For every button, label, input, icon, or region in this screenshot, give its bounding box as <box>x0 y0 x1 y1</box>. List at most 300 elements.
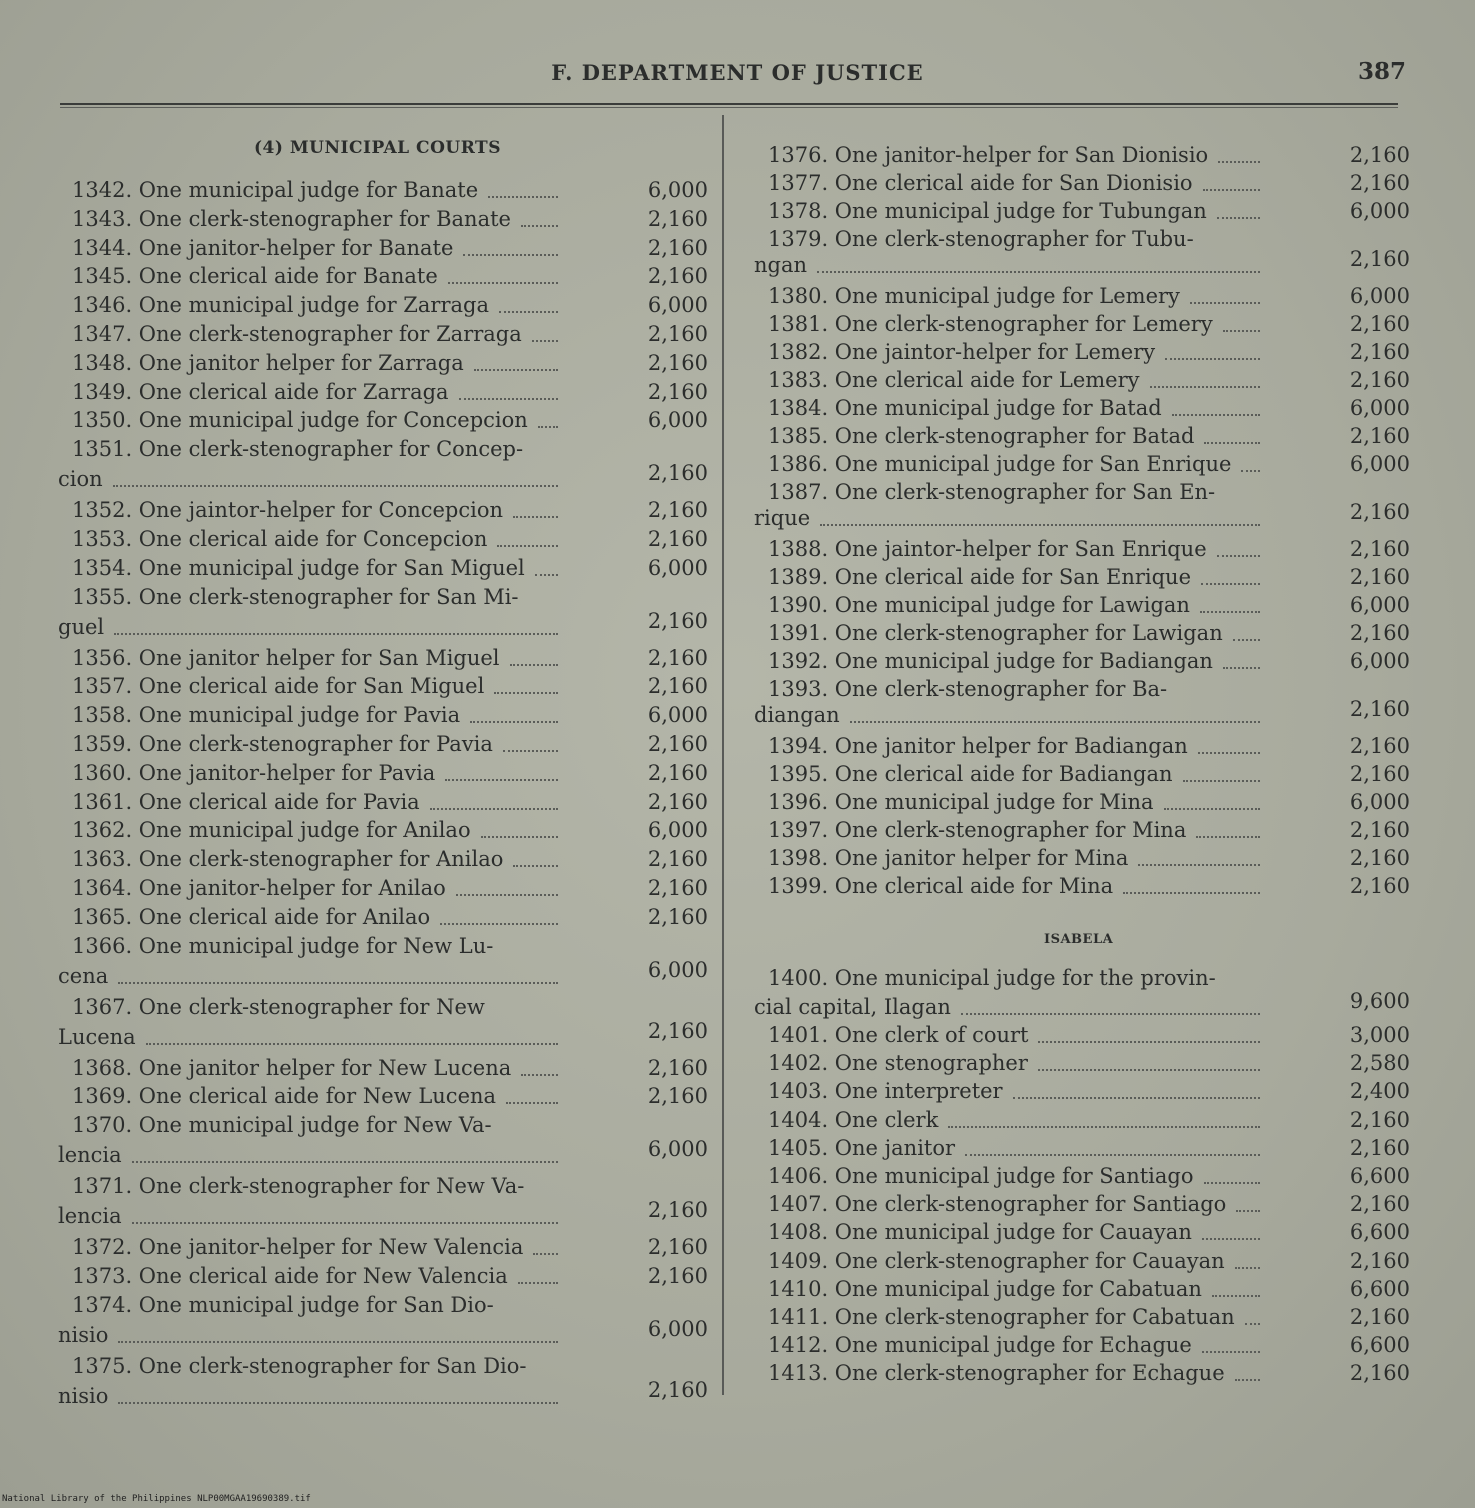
line-item-amount: 6,000 <box>647 555 708 580</box>
line-item <box>58 234 708 262</box>
dot-leader <box>1165 358 1260 360</box>
line-item-amount: 2,160 <box>1349 368 1410 392</box>
line-item-continuation: cena <box>58 963 109 988</box>
line-item-amount: 2,160 <box>1349 697 1410 721</box>
line-item-text: 1380. One municipal judge for Lemery <box>768 284 1180 308</box>
line-item-amount: 2,160 <box>647 1264 708 1288</box>
line-item-amount: 2,160 <box>1349 734 1410 758</box>
line-item-text: 1386. One municipal judge for San Enrique <box>768 452 1232 476</box>
line-item-text: 1388. One jaintor-helper for San Enrique <box>768 537 1207 561</box>
line-item <box>754 478 1410 530</box>
line-item <box>754 282 1410 310</box>
line-item-text: 1362. One municipal judge for Anilao <box>72 818 471 843</box>
line-item-text: 1345. One clerical aide for Banate <box>72 264 438 289</box>
dot-leader <box>532 340 558 342</box>
line-item-amount: 2,160 <box>647 206 708 231</box>
dot-leader <box>1200 611 1260 613</box>
line-item <box>58 496 708 524</box>
section-title-isabela: ISABELA <box>1044 932 1114 947</box>
line-item-text: 1372. One janitor-helper for New Valencia <box>72 1235 524 1260</box>
line-item <box>58 349 708 377</box>
line-item-text: 1343. One clerk-stenographer for Banate <box>72 206 511 231</box>
line-item <box>58 1291 708 1347</box>
line-item-text: 1391. One clerk-stenographer for Lawigan <box>768 621 1223 645</box>
line-item-continuation: lencia <box>58 1143 122 1168</box>
line-item-continuation: rique <box>754 506 811 530</box>
line-item-text: 1356. One janitor helper for San Miguel <box>72 645 500 670</box>
page-title: F. DEPARTMENT OF JUSTICE <box>551 60 924 85</box>
line-item-amount: 2,160 <box>647 1084 708 1109</box>
dot-leader <box>445 779 558 781</box>
dot-leader <box>1217 555 1260 557</box>
line-item-amount: 2,160 <box>647 235 708 260</box>
line-item <box>754 732 1410 760</box>
line-item-text: 1363. One clerk-stenographer for Anilao <box>72 847 504 872</box>
dot-leader <box>1236 1210 1260 1212</box>
line-item <box>58 1082 708 1110</box>
line-item <box>58 874 708 902</box>
line-item-text: 1369. One clerical aide for New Lucena <box>72 1084 497 1109</box>
line-item <box>58 262 708 290</box>
dot-leader <box>1138 864 1260 866</box>
line-item <box>58 759 708 787</box>
line-item-text: 1352. One jaintor-helper for Concepcion <box>72 498 504 523</box>
line-item-amount: 2,160 <box>1349 1305 1410 1329</box>
dot-leader <box>521 1074 558 1076</box>
line-item <box>754 1134 1410 1162</box>
line-item-amount: 2,160 <box>1349 1107 1410 1132</box>
line-item <box>58 730 708 758</box>
line-item-text: 1359. One clerk-stenographer for Pavia <box>72 732 493 756</box>
line-item-text: 1357. One clerical aide for San Miguel <box>72 674 485 699</box>
line-item-text: 1398. One janitor helper for Mina <box>768 846 1129 870</box>
line-item-text: 1381. One clerk-stenographer for Lemery <box>768 312 1213 336</box>
line-item-text: 1353. One clerical aide for Concepcion <box>72 527 488 551</box>
line-item <box>58 672 708 700</box>
line-item-continuation: guel <box>58 614 105 639</box>
line-item <box>754 310 1410 338</box>
line-item <box>58 701 708 729</box>
dot-leader <box>463 254 558 256</box>
line-item-text: 1351. One clerk-stenographer for Concep- <box>72 437 524 462</box>
line-item-continuation: nisio <box>58 1383 109 1408</box>
line-item-text: 1375. One clerk-stenographer for San Dio- <box>72 1353 527 1378</box>
line-item-continuation: ngan <box>754 253 808 277</box>
line-item-amount: 2,160 <box>1349 1135 1410 1160</box>
dot-leader <box>146 1043 558 1045</box>
line-item-text: 1408. One municipal judge for Cauayan <box>768 1220 1192 1245</box>
line-item <box>754 675 1410 727</box>
line-item-text: 1397. One clerk-stenographer for Mina <box>768 818 1187 842</box>
line-item <box>58 176 708 204</box>
line-item-amount: 9,600 <box>1349 989 1410 1013</box>
dot-leader <box>113 485 558 487</box>
line-item <box>754 1162 1410 1190</box>
line-item-text: 1389. One clerical aide for San Enrique <box>768 565 1191 589</box>
line-item-amount: 2,160 <box>1349 1248 1410 1273</box>
line-item-text: 1376. One janitor-helper for San Dionisio <box>768 143 1209 167</box>
line-item-text: 1361. One clerical aide for Pavia <box>72 789 420 814</box>
line-item-amount: 2,160 <box>647 1235 708 1260</box>
line-item-amount: 2,160 <box>1349 143 1410 167</box>
line-item <box>754 450 1410 478</box>
line-item-amount: 6,000 <box>1349 199 1410 223</box>
page-number: 387 <box>1358 58 1407 85</box>
dot-leader <box>481 836 558 838</box>
line-item-amount: 6,000 <box>1349 790 1410 814</box>
dot-leader <box>1172 414 1260 416</box>
line-item-amount: 6,600 <box>1349 1220 1410 1245</box>
line-item <box>754 788 1410 816</box>
dot-leader <box>513 516 558 518</box>
dot-leader <box>118 1402 557 1404</box>
line-item-text: 1387. One clerk-stenographer for San En- <box>768 480 1216 504</box>
line-item-amount: 6,600 <box>1349 1164 1410 1188</box>
dot-leader <box>459 398 558 400</box>
line-item-text: 1373. One clerical aide for New Valencia <box>72 1264 508 1288</box>
line-item <box>754 1106 1410 1134</box>
line-item-amount: 2,160 <box>1349 500 1410 524</box>
line-item-text: 1390. One municipal judge for Lawigan <box>768 593 1190 617</box>
line-item <box>58 291 708 319</box>
dot-leader <box>1218 161 1260 163</box>
line-item <box>754 1359 1410 1387</box>
dot-leader <box>118 982 558 984</box>
line-item-text: 1393. One clerk-stenographer for Ba- <box>768 677 1168 701</box>
line-item-text: 1411. One clerk-stenographer for Cabatuan <box>768 1305 1235 1329</box>
line-item-text: 1382. One jaintor-helper for Lemery <box>768 340 1156 364</box>
line-item <box>754 872 1410 900</box>
line-item <box>58 320 708 348</box>
line-item <box>754 816 1410 844</box>
line-item-amount: 6,600 <box>1349 1276 1410 1301</box>
line-item-text: 1370. One municipal judge for New Va- <box>72 1113 492 1138</box>
dot-leader <box>1183 780 1260 782</box>
line-item-text: 1400. One municipal judge for the provin- <box>768 966 1216 990</box>
line-item-text: 1364. One janitor-helper for Anilao <box>72 876 446 900</box>
line-item-amount: 6,000 <box>647 957 708 982</box>
line-item <box>754 394 1410 422</box>
line-item-text: 1344. One janitor-helper for Banate <box>72 235 454 260</box>
line-item-text: 1412. One municipal judge for Echague <box>768 1333 1192 1358</box>
dot-leader <box>132 1161 558 1163</box>
line-item-amount: 6,000 <box>647 1137 708 1162</box>
dot-leader <box>1235 1267 1260 1269</box>
line-item-text: 1348. One janitor helper for Zarraga <box>72 350 464 375</box>
line-item-amount: 2,160 <box>647 350 708 375</box>
line-item <box>754 366 1410 394</box>
line-item <box>58 406 708 434</box>
line-item <box>58 845 708 873</box>
line-item-text: 1377. One clerical aide for San Dionisio <box>768 171 1193 195</box>
line-item-amount: 2,160 <box>1349 621 1410 645</box>
line-item <box>754 197 1410 225</box>
line-item <box>754 591 1410 619</box>
line-item-text: 1399. One clerical aide for Mina <box>768 874 1114 898</box>
line-item-amount: 2,160 <box>647 1018 708 1043</box>
line-item-text: 1409. One clerk-stenographer for Cauayan <box>768 1248 1225 1273</box>
dot-leader <box>533 1253 557 1255</box>
line-item-amount: 6,000 <box>647 178 708 202</box>
line-item-text: 1413. One clerk-stenographer for Echague <box>768 1361 1225 1386</box>
dot-leader <box>1212 1295 1260 1297</box>
dot-leader <box>1201 583 1260 585</box>
dot-leader <box>1223 667 1260 669</box>
line-item-amount: 6,000 <box>1349 284 1410 308</box>
dot-leader <box>1203 189 1260 191</box>
line-item <box>754 225 1410 277</box>
line-item-text: 1355. One clerk-stenographer for San Mi- <box>72 584 519 609</box>
line-item-amount: 2,160 <box>647 876 708 900</box>
line-item-amount: 2,160 <box>1349 424 1410 448</box>
line-item <box>754 1218 1410 1246</box>
line-item <box>754 1049 1410 1077</box>
line-item <box>58 435 708 492</box>
line-item-text: 1407. One clerk-stenographer for Santiago <box>768 1192 1227 1217</box>
line-item-amount: 6,000 <box>1349 452 1410 476</box>
line-item-amount: 6,600 <box>1349 1333 1410 1358</box>
line-item <box>58 205 708 233</box>
line-item <box>754 964 1410 1019</box>
line-item-text: 1354. One municipal judge for San Miguel <box>72 555 525 580</box>
line-item <box>58 525 708 553</box>
line-item-amount: 2,160 <box>647 760 708 785</box>
line-item-amount: 2,160 <box>1349 762 1410 786</box>
dot-leader <box>1123 892 1260 894</box>
dot-leader <box>440 923 558 925</box>
line-item-text: 1402. One stenographer <box>768 1051 1028 1076</box>
line-item-amount: 6,000 <box>647 818 708 843</box>
dot-leader <box>1204 1182 1260 1184</box>
line-item-text: 1350. One municipal judge for Concepcion <box>72 408 528 433</box>
dot-leader <box>1223 330 1260 332</box>
dot-leader <box>1202 1351 1260 1353</box>
dot-leader <box>1204 442 1259 444</box>
line-item <box>58 1054 708 1082</box>
dot-leader <box>1150 386 1260 388</box>
line-item-text: 1401. One clerk of court <box>768 1023 1029 1047</box>
line-item <box>754 422 1410 450</box>
dot-leader <box>494 692 558 694</box>
dot-leader <box>506 1102 558 1104</box>
line-item <box>754 141 1410 169</box>
line-item-amount: 2,160 <box>1349 247 1410 271</box>
line-item-amount: 2,580 <box>1349 1051 1410 1076</box>
dot-leader <box>503 750 558 752</box>
line-item-text: 1365. One clerical aide for Anilao <box>72 904 431 929</box>
dot-leader <box>817 271 1260 273</box>
line-item-amount: 2,160 <box>647 461 708 486</box>
line-item-amount: 6,000 <box>647 408 708 433</box>
line-item <box>754 169 1410 197</box>
line-item <box>754 1331 1410 1359</box>
line-item-amount: 6,000 <box>1349 593 1410 617</box>
line-item-text: 1396. One municipal judge for Mina <box>768 790 1154 814</box>
line-item <box>58 993 708 1049</box>
dot-leader <box>961 1013 1260 1015</box>
dot-leader <box>1190 302 1260 304</box>
dot-leader <box>118 1341 557 1343</box>
line-item <box>58 378 708 406</box>
dot-leader <box>850 721 1260 723</box>
dot-leader <box>510 664 558 666</box>
line-item <box>754 844 1410 872</box>
line-item-text: 1367. One clerk-stenographer for New <box>72 994 485 1019</box>
line-item <box>58 1233 708 1261</box>
section-title-municipal-courts: (4) MUNICIPAL COURTS <box>254 138 501 158</box>
line-item-continuation: lencia <box>58 1204 122 1229</box>
dot-leader <box>456 894 558 896</box>
line-item <box>58 554 708 582</box>
line-item-amount: 2,160 <box>1349 818 1410 842</box>
scan-footer: National Library of the Philippines NLP00MGAA19690389.tif <box>2 1494 311 1504</box>
line-item <box>754 1247 1410 1275</box>
dot-leader <box>535 574 558 576</box>
line-item-text: 1404. One clerk <box>768 1107 939 1132</box>
line-item <box>754 1077 1410 1105</box>
line-item-amount: 2,160 <box>647 645 708 670</box>
dot-leader <box>488 196 558 198</box>
line-item-amount: 6,000 <box>647 1316 708 1341</box>
line-item-text: 1392. One municipal judge for Badiangan <box>768 649 1213 673</box>
line-item-text: 1360. One janitor-helper for Pavia <box>72 760 436 785</box>
line-item-amount: 2,160 <box>647 1377 708 1402</box>
line-item-text: 1371. One clerk-stenographer for New Va- <box>72 1174 525 1199</box>
line-item-continuation: nisio <box>58 1322 109 1347</box>
line-item-text: 1346. One municipal judge for Zarraga <box>72 293 489 318</box>
line-item-amount: 2,160 <box>1349 565 1410 589</box>
line-item-continuation: cion <box>58 467 103 492</box>
line-item <box>58 1352 708 1408</box>
line-item <box>754 1021 1410 1049</box>
line-item-text: 1349. One clerical aide for Zarraga <box>72 379 449 404</box>
line-item-amount: 2,160 <box>647 608 708 633</box>
line-item <box>754 1303 1410 1331</box>
line-item-amount: 2,160 <box>647 1198 708 1223</box>
dot-leader <box>499 311 558 313</box>
line-item <box>754 760 1410 788</box>
dot-leader <box>1196 836 1260 838</box>
dot-leader <box>1245 1323 1260 1325</box>
dot-leader <box>132 1222 558 1224</box>
line-item-amount: 2,160 <box>1349 1192 1410 1217</box>
line-item-continuation: diangan <box>754 703 840 727</box>
column-divider <box>722 115 724 1395</box>
line-item <box>58 583 708 639</box>
line-item-amount: 2,160 <box>647 674 708 699</box>
line-item-amount: 6,000 <box>1349 649 1410 673</box>
line-item <box>754 535 1410 563</box>
line-item <box>58 1262 708 1290</box>
line-item-text: 1405. One janitor <box>768 1135 956 1160</box>
line-item <box>58 932 708 988</box>
line-item-amount: 6,000 <box>1349 396 1410 420</box>
dot-leader <box>538 426 558 428</box>
dot-leader <box>820 524 1260 526</box>
line-item-text: 1347. One clerk-stenographer for Zarraga <box>72 322 522 346</box>
dot-leader <box>948 1126 1260 1128</box>
line-item-amount: 2,160 <box>1349 1361 1410 1386</box>
line-item-text: 1406. One municipal judge for Santiago <box>768 1164 1194 1188</box>
dot-leader <box>1038 1041 1259 1043</box>
line-item-text: 1395. One clerical aide for Badiangan <box>768 762 1173 786</box>
line-item-amount: 2,160 <box>1349 846 1410 870</box>
line-item <box>754 647 1410 675</box>
line-item-amount: 2,160 <box>1349 171 1410 195</box>
line-item-text: 1403. One interpreter <box>768 1079 1003 1104</box>
line-item-amount: 2,160 <box>1349 312 1410 336</box>
dot-leader <box>1198 752 1260 754</box>
line-item-amount: 2,160 <box>647 789 708 814</box>
dot-leader <box>1202 1238 1260 1240</box>
dot-leader <box>1164 808 1260 810</box>
line-item-amount: 3,000 <box>1349 1023 1410 1047</box>
line-item-text: 1358. One municipal judge for Pavia <box>72 703 461 728</box>
line-item-text: 1366. One municipal judge for New Lu- <box>72 933 494 958</box>
line-item-continuation: cial capital, Ilagan <box>754 995 951 1019</box>
line-item <box>58 816 708 844</box>
dot-leader <box>521 225 558 227</box>
header-rule <box>60 103 1398 108</box>
dot-leader <box>965 1154 1260 1156</box>
line-item-amount: 2,160 <box>647 498 708 523</box>
line-item-text: 1384. One municipal judge for Batad <box>768 396 1162 420</box>
line-item-amount: 2,160 <box>1349 537 1410 561</box>
line-item-text: 1368. One janitor helper for New Lucena <box>72 1055 512 1080</box>
line-item <box>58 1111 708 1168</box>
line-item <box>58 1172 708 1229</box>
line-item-amount: 6,000 <box>647 293 708 318</box>
dot-leader <box>1235 1379 1260 1381</box>
dot-leader <box>1241 470 1259 472</box>
dot-leader <box>1038 1069 1260 1071</box>
dot-leader <box>497 545 557 547</box>
line-item-amount: 2,160 <box>647 847 708 872</box>
line-item-text: 1379. One clerk-stenographer for Tubu- <box>768 227 1194 251</box>
dot-leader <box>470 721 558 723</box>
dot-leader <box>513 865 558 867</box>
dot-leader <box>474 369 558 371</box>
line-item-text: 1385. One clerk-stenographer for Batad <box>768 424 1195 448</box>
line-item <box>58 903 708 931</box>
line-item-amount: 2,160 <box>647 527 708 551</box>
dot-leader <box>1013 1097 1260 1099</box>
line-item <box>58 788 708 816</box>
line-item-amount: 2,160 <box>647 1055 708 1080</box>
line-item <box>754 1275 1410 1303</box>
line-item <box>754 563 1410 591</box>
line-item-amount: 2,160 <box>1349 340 1410 364</box>
dot-leader <box>430 808 558 810</box>
dot-leader <box>518 1282 558 1284</box>
line-item-text: 1342. One municipal judge for Banate <box>72 178 479 202</box>
line-item-amount: 6,000 <box>647 703 708 728</box>
dot-leader <box>1233 639 1260 641</box>
line-item <box>754 1190 1410 1218</box>
line-item-text: 1378. One municipal judge for Tubungan <box>768 199 1207 223</box>
line-item-amount: 2,160 <box>647 322 708 346</box>
dot-leader <box>114 633 558 635</box>
line-item-continuation: Lucena <box>58 1024 136 1049</box>
dot-leader <box>448 282 558 284</box>
dot-leader <box>1217 217 1260 219</box>
line-item-amount: 2,160 <box>1349 874 1410 898</box>
line-item <box>754 619 1410 647</box>
line-item <box>58 644 708 672</box>
line-item <box>754 338 1410 366</box>
line-item-amount: 2,160 <box>647 904 708 929</box>
line-item-text: 1394. One janitor helper for Badiangan <box>768 734 1188 758</box>
